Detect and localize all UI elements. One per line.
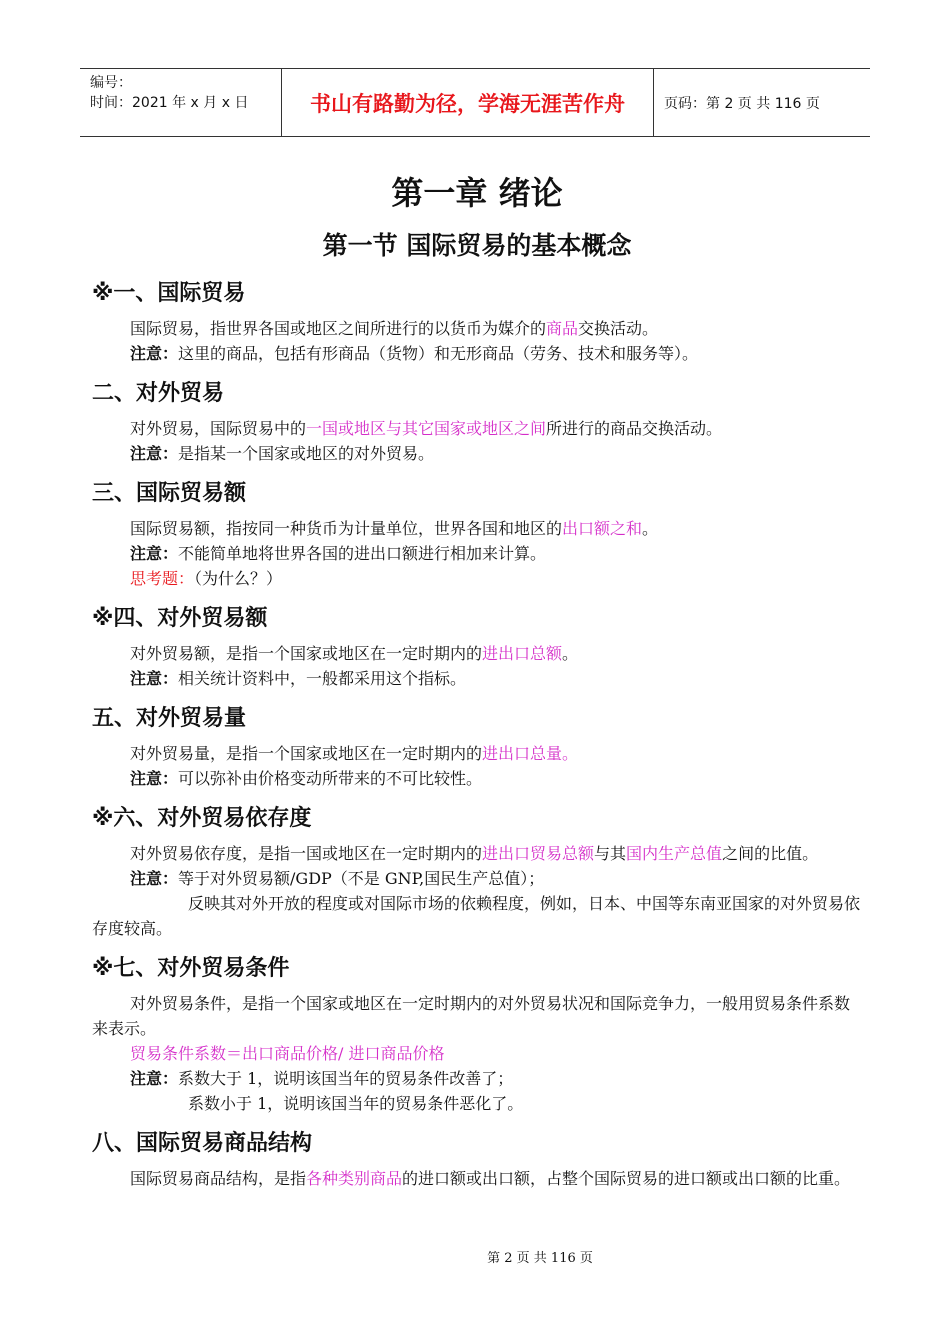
- highlight: 进出口总量。: [482, 744, 579, 763]
- heading-commodity-structure: 八、国际贸易商品结构: [92, 1131, 313, 1156]
- paragraph: 对外贸易量，是指一个国家或地区在一定时期内的进出口总量。: [130, 744, 579, 763]
- highlight: 一国或地区与其它国家或地区之间: [306, 419, 547, 438]
- highlight: 国内生产总值: [626, 844, 723, 863]
- note: 注意：这里的商品，包括有形商品（货物）和无形商品（劳务、技术和服务等）。: [130, 344, 699, 363]
- page-header: [80, 68, 870, 137]
- header-meta: [80, 69, 282, 136]
- paragraph: 对外贸易额，是指一个国家或地区在一定时期内的进出口总额。: [130, 644, 579, 663]
- highlight: 商品: [546, 319, 579, 338]
- header-motto: 书山有路勤为径，学海无涯苦作舟: [282, 69, 654, 136]
- document-date: 时间：2021 年 x 月 x 日: [90, 95, 249, 111]
- note: 注意：相关统计资料中，一般都采用这个指标。: [130, 669, 467, 688]
- page-footer: 第 2 页 共 116 页: [487, 1251, 593, 1266]
- heading-foreign-trade-volume: 五、对外贸易量: [92, 706, 247, 731]
- section-title: 第一节 国际贸易的基本概念: [322, 231, 632, 260]
- paragraph: 对外贸易，国际贸易中的一国或地区与其它国家或地区之间所进行的商品交换活动。: [130, 419, 723, 438]
- document-number: 编号：: [90, 75, 132, 91]
- heading-foreign-trade-value: ※四、对外贸易额: [92, 606, 268, 631]
- heading-terms-of-trade: ※七、对外贸易条件: [92, 956, 290, 981]
- highlight: 进出口贸易总额: [482, 844, 595, 863]
- note: 注意：可以弥补由价格变动所带来的不可比较性。: [130, 769, 483, 788]
- note: 注意：不能简单地将世界各国的进出口额进行相加来计算。: [130, 544, 547, 563]
- chapter-title: 第一章 绪论: [391, 174, 563, 212]
- heading-international-trade: ※一、国际贸易: [92, 281, 246, 306]
- heading-trade-value: 三、国际贸易额: [92, 481, 247, 506]
- note-continuation: 系数小于 1，说明该国当年的贸易条件恶化了。: [188, 1094, 524, 1113]
- header-page-info: 页码：第 2 页 共 116 页: [664, 95, 820, 112]
- note-continuation: 反映其对外开放的程度或对国际市场的依赖程度，例如，日本、中国等东南亚国家的对外贸易依存度较高。: [92, 894, 861, 938]
- formula: 贸易条件系数＝出口商品价格/ 进口商品价格: [130, 1044, 445, 1063]
- note: 注意：等于对外贸易额/GDP（不是 GNP,国民生产总值）；: [130, 869, 545, 888]
- note: 注意：系数大于 1，说明该国当年的贸易条件改善了；: [130, 1069, 514, 1088]
- think-question: 思考题：（为什么？）: [130, 569, 283, 588]
- paragraph: 对外贸易条件，是指一个国家或地区在一定时期内的对外贸易状况和国际竞争力，一般用贸易条件系数来表示。: [92, 994, 851, 1038]
- highlight: 出口额之和: [562, 519, 643, 538]
- paragraph: 国际贸易商品结构，是指各种类别商品的进口额或出口额，占整个国际贸易的进口额或出口额的比重。: [130, 1169, 851, 1188]
- paragraph: 对外贸易依存度，是指一国或地区在一定时期内的进出口贸易总额与其国内生产总值之间的比值。: [130, 844, 819, 863]
- note: 注意：是指某一个国家或地区的对外贸易。: [130, 444, 435, 463]
- heading-foreign-trade: 二、对外贸易: [92, 381, 225, 406]
- paragraph: 国际贸易额，指按同一种货币为计量单位，世界各国和地区的出口额之和。: [130, 519, 659, 538]
- highlight: 各种类别商品: [306, 1169, 403, 1188]
- document-body: [92, 168, 862, 1191]
- heading-trade-dependence: ※六、对外贸易依存度: [92, 806, 312, 831]
- paragraph: 国际贸易，指世界各国或地区之间所进行的以货币为媒介的商品交换活动。: [130, 319, 659, 338]
- highlight: 进出口总额: [482, 644, 563, 663]
